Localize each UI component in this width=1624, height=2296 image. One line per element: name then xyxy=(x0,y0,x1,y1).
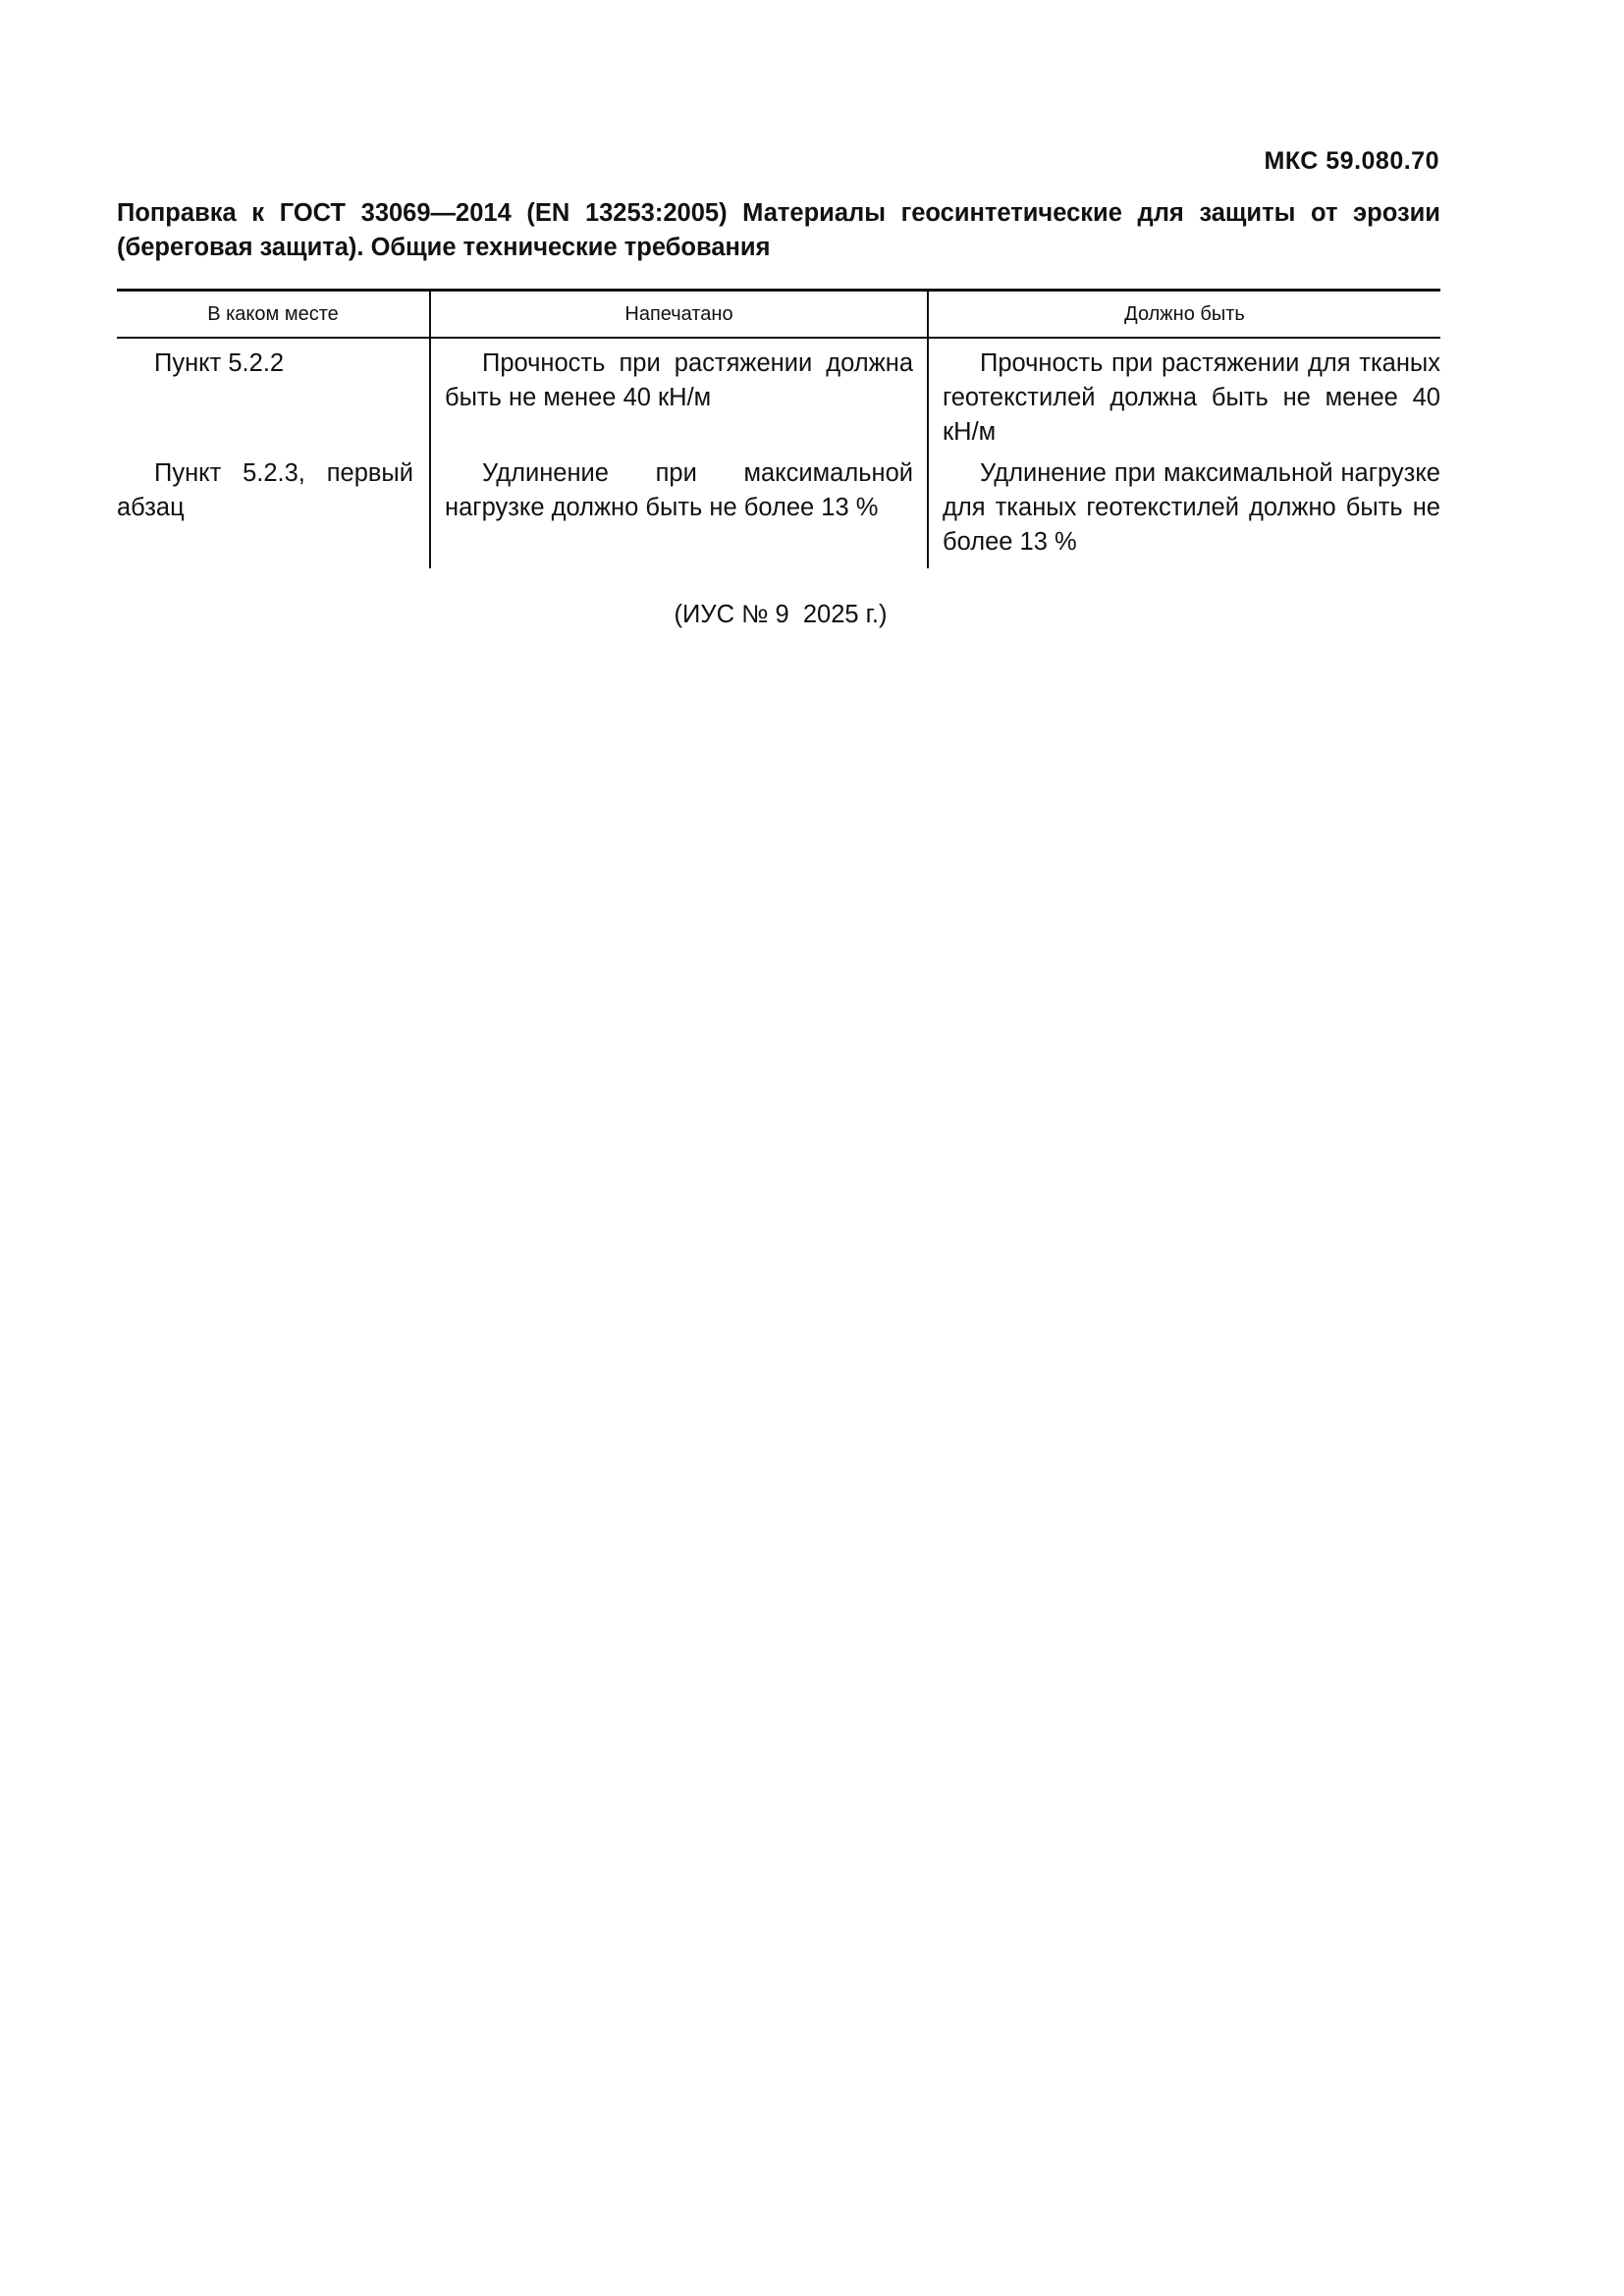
cell-printed: Удлинение при максимальной нагрузке должно быть не более 13 % xyxy=(429,456,927,568)
column-header-printed: Напечатано xyxy=(429,292,927,337)
document-title: Поправка к ГОСТ 33069—2014 (EN 13253:2005) Материалы геосинтетические для защиты от эрозии (береговая защита). Общие технические требования xyxy=(117,199,1440,261)
cell-correct: Прочность при растяжении для тканых геотекстилей должна быть не менее 40 кН/м xyxy=(927,339,1440,456)
cell-place: Пункт 5.2.2 xyxy=(154,349,285,377)
column-header-correct: Должно быть xyxy=(927,292,1440,337)
source-reference: (ИУС № 9 2025 г.) xyxy=(674,601,888,628)
cell-printed: Прочность при растяжении должна быть не менее 40 кН/м xyxy=(429,339,927,456)
table-row xyxy=(117,339,1440,456)
classification-code: МКС 59.080.70 xyxy=(1264,147,1439,175)
cell-place: Пункт 5.2.3, первый абзац xyxy=(117,459,413,521)
cell-correct: Удлинение при максимальной нагрузке для тканых геотекстилей должно быть не более 13 % xyxy=(927,456,1440,568)
table-header-row xyxy=(117,292,1440,339)
table-row xyxy=(117,456,1440,568)
amendment-table xyxy=(117,289,1440,568)
column-header-place: В каком месте xyxy=(207,303,339,325)
